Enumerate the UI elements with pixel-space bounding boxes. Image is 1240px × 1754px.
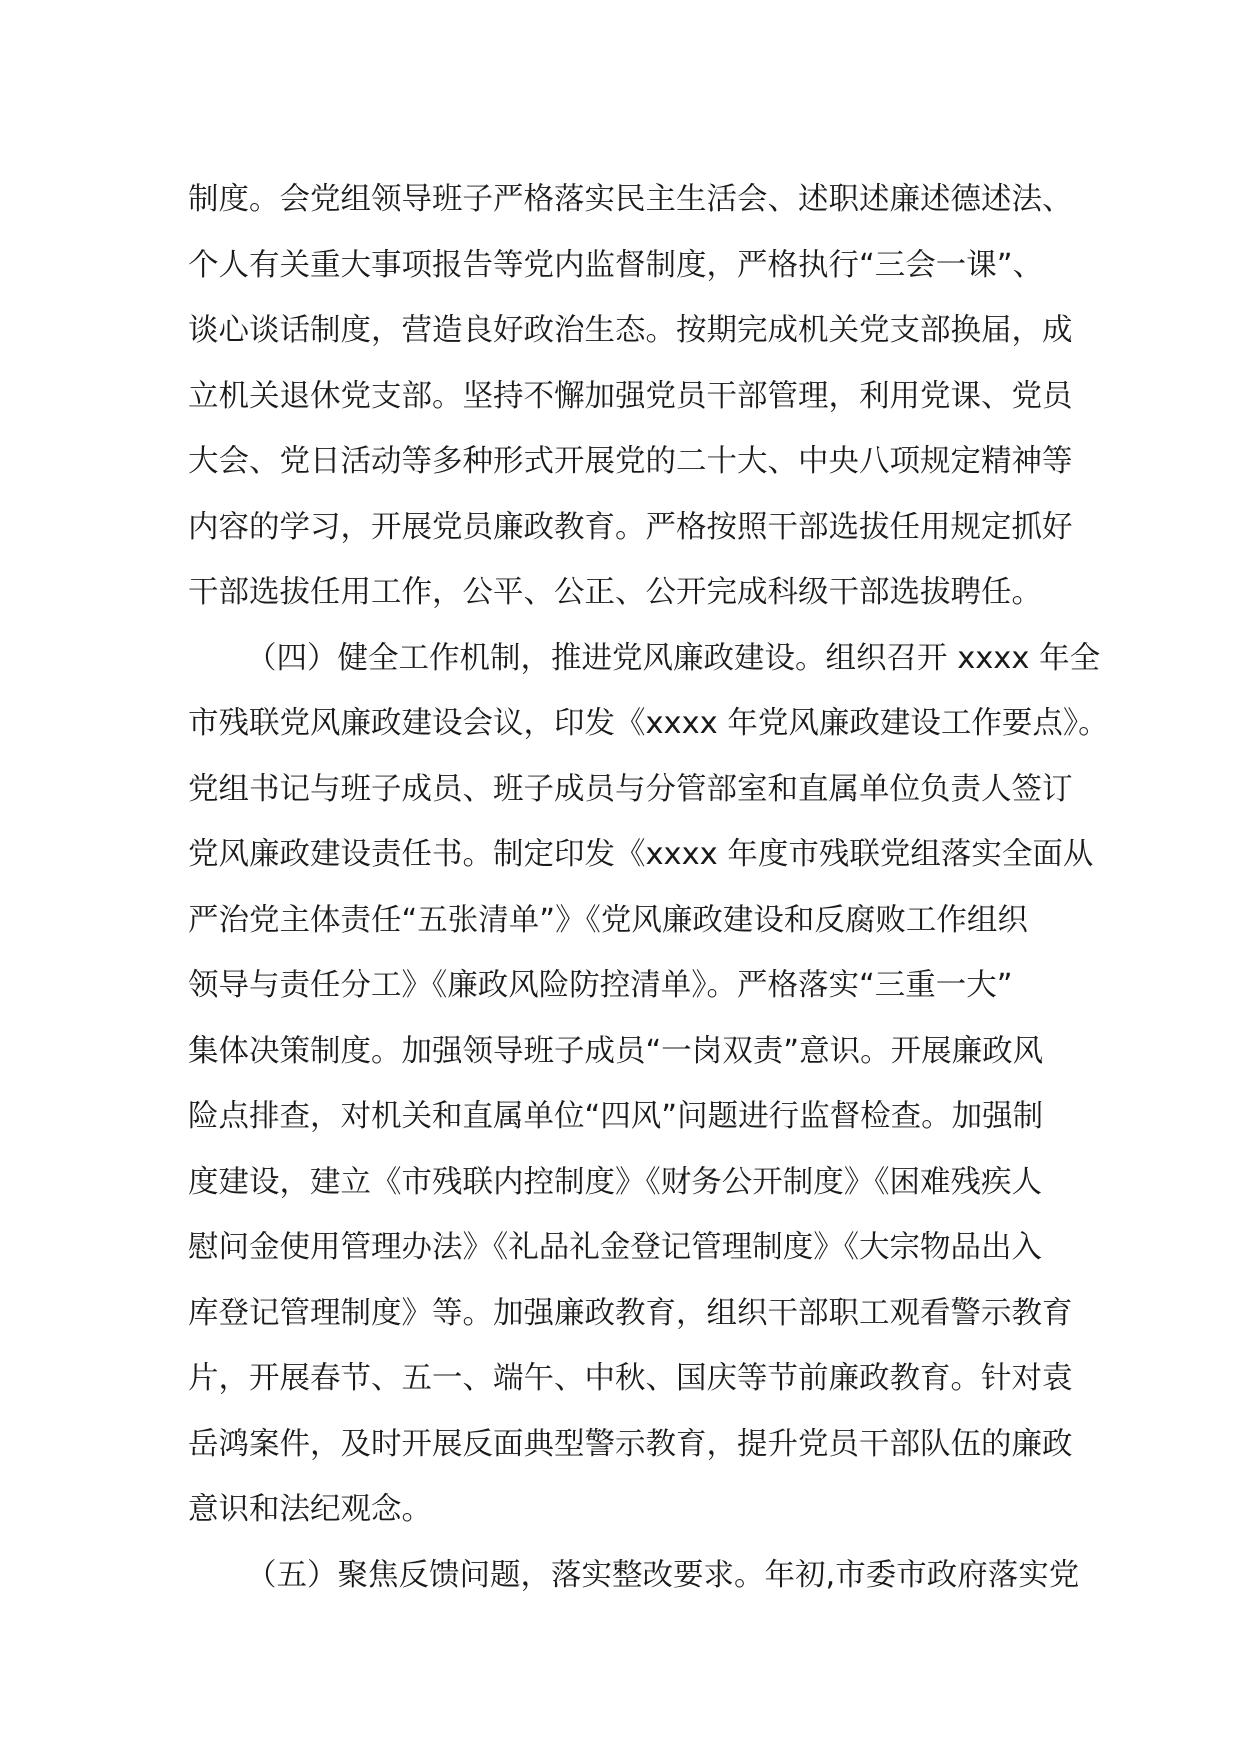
text-line: 个人有关重大事项报告等党内监督制度，严格执行“三会一课”、 (188, 247, 1044, 283)
text-line: 党风廉政建设责任书。制定印发《xxxx 年度市残联党组落实全面从 (188, 837, 1094, 872)
text-line: 严治党主体责任“五张清单”》《党风廉政建设和反腐败工作组织 (188, 902, 1028, 938)
text-line: （五）聚焦反馈问题，落实整改要求。年初,市委市政府落实党 (246, 1557, 1080, 1593)
document-body (188, 167, 1109, 1608)
text-line: 慰问金使用管理办法》《礼品礼金登记管理制度》《大宗物品出入 (188, 1230, 1042, 1265)
text-line: 立机关退休党支部。坚持不懈加强党员干部管理，利用党课、党员 (188, 378, 1073, 414)
text-line: （四）健全工作机制，推进党风廉政建设。组织召开 xxxx 年全 (246, 640, 1101, 676)
text-line: 制度。会党组领导班子严格落实民主生活会、述职述廉述德述法、 (188, 182, 1073, 217)
text-line: 意识和法纪观念。 (188, 1492, 432, 1527)
text-line: 险点排查，对机关和直属单位“四风”问题进行监督检查。加强制 (188, 1099, 1044, 1134)
text-line: 岳鸿案件，及时开展反面典型警示教育，提升党员干部队伍的廉政 (188, 1426, 1073, 1462)
text-line: 内容的学习，开展党员廉政教育。严格按照干部选拔任用规定抓好 (188, 509, 1073, 545)
text-line: 市残联党风廉政建设会议，印发《xxxx 年党风廉政建设工作要点》。 (188, 706, 1109, 741)
text-line: 大会、党日活动等多种形式开展党的二十大、中央八项规定精神等 (188, 444, 1073, 479)
text-line: 党组书记与班子成员、班子成员与分管部室和直属单位负责人签订 (188, 771, 1073, 807)
text-line: 领导与责任分工》《廉政风险防控清单》。严格落实“三重一大” (188, 968, 1013, 1003)
text-line: 谈心谈话制度，营造良好政治生态。按期完成机关党支部换届，成 (188, 313, 1073, 348)
text-line: 度建设，建立《市残联内控制度》《财务公开制度》《困难残疾人 (188, 1164, 1042, 1200)
text-line: 干部选拔任用工作，公平、公正、公开完成科级干部选拔聘任。 (188, 575, 1042, 610)
text-line: 库登记管理制度》等。加强廉政教育，组织干部职工观看警示教育 (188, 1295, 1073, 1331)
text-line: 片，开展春节、五一、端午、中秋、国庆等节前廉政教育。针对袁 (188, 1361, 1073, 1396)
text-line: 集体决策制度。加强领导班子成员“一岗双责”意识。开展廉政风 (188, 1033, 1044, 1069)
